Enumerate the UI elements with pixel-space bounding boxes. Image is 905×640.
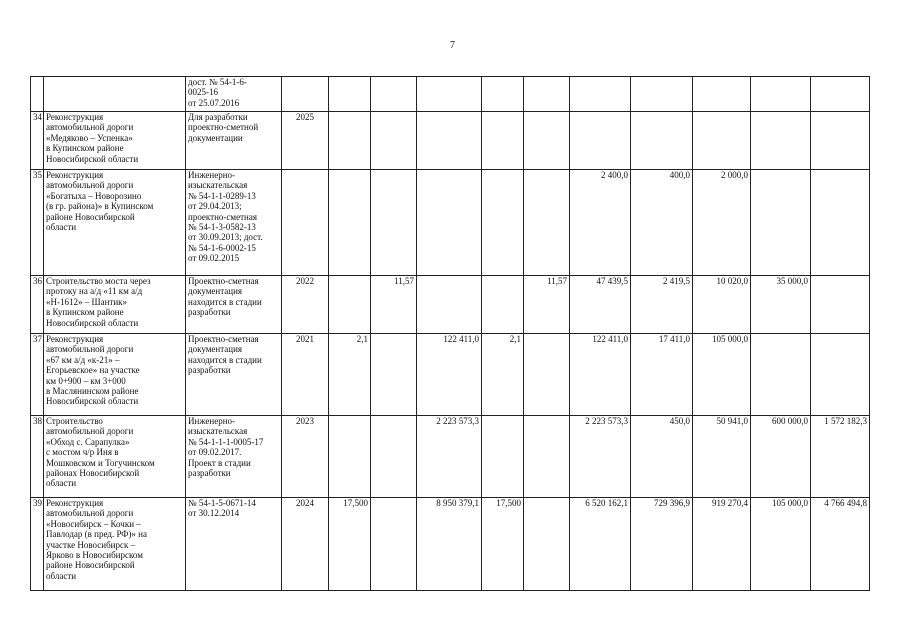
table-row	[31, 170, 870, 276]
cell-col14: 4 766 494,8	[811, 498, 870, 591]
cell-col9	[524, 416, 570, 498]
row-number: 38	[31, 416, 44, 498]
cell-col5: 17,500	[329, 498, 371, 591]
cell-col13: 35 000,0	[751, 276, 811, 334]
cell-col13: 105 000,0	[751, 498, 811, 591]
design-documentation: Инженерно- изыскательская № 54-1-1-1-0005-17 от 09.02.2017. Проект в стадии разработки	[186, 416, 282, 498]
cell-col10: 2 400,0	[570, 170, 631, 276]
design-documentation: № 54-1-5-0671-14 от 30.12.2014	[186, 498, 282, 591]
cell-col11: 729 396,9	[631, 498, 693, 591]
cell-col6	[371, 170, 417, 276]
cell-col5	[329, 416, 371, 498]
cell-col11	[631, 112, 693, 170]
design-documentation: Для разработки проектно-сметной документации	[186, 112, 282, 170]
cell-col12: 10 020,0	[693, 276, 751, 334]
cell-col10: 122 411,0	[570, 334, 631, 416]
cell-col14	[811, 77, 870, 112]
cell-col13	[751, 77, 811, 112]
commissioning-year: 2025	[282, 112, 329, 170]
object-name	[44, 77, 186, 112]
cell-col9	[524, 170, 570, 276]
cell-col8	[482, 416, 524, 498]
cell-col12: 105 000,0	[693, 334, 751, 416]
row-number	[31, 77, 44, 112]
cell-col11: 400,0	[631, 170, 693, 276]
cell-col13	[751, 170, 811, 276]
cell-col5: 2,1	[329, 334, 371, 416]
cell-col12	[693, 77, 751, 112]
cell-col5	[329, 77, 371, 112]
cell-col9	[524, 334, 570, 416]
cell-col11: 450,0	[631, 416, 693, 498]
cell-col7	[417, 77, 482, 112]
cell-col12: 50 941,0	[693, 416, 751, 498]
commissioning-year	[282, 77, 329, 112]
commissioning-year: 2024	[282, 498, 329, 591]
object-name: Строительство моста через протоку на а/д «11 км а/д «Н-1612» – Шантик» в Купинском районе Новосибирской области	[44, 276, 186, 334]
page-number: 7	[450, 40, 455, 51]
cell-col8	[482, 170, 524, 276]
cell-col10	[570, 77, 631, 112]
row-number: 39	[31, 498, 44, 591]
cell-col6	[371, 77, 417, 112]
cell-col8	[482, 276, 524, 334]
object-name: Реконструкция автомобильной дороги «Новосибирск – Кочки – Павлодар (в пред. РФ)» на участке Новосибирск – Ярково в Новосибирском районе Новосибирской области	[44, 498, 186, 591]
cell-col5	[329, 170, 371, 276]
table-row	[31, 416, 870, 498]
cell-col14	[811, 170, 870, 276]
cell-col7: 8 950 379,1	[417, 498, 482, 591]
object-name: Реконструкция автомобильной дороги «Медяково – Успенка» в Купинском районе Новосибирской области	[44, 112, 186, 170]
commissioning-year: 2023	[282, 416, 329, 498]
cell-col10: 2 223 573,3	[570, 416, 631, 498]
cell-col6: 11,57	[371, 276, 417, 334]
cell-col8: 2,1	[482, 334, 524, 416]
cell-col5	[329, 276, 371, 334]
cell-col13	[751, 112, 811, 170]
roads-program-table	[30, 76, 870, 591]
cell-col6	[371, 498, 417, 591]
cell-col7: 122 411,0	[417, 334, 482, 416]
cell-col8	[482, 77, 524, 112]
row-number: 35	[31, 170, 44, 276]
cell-col10: 6 520 162,1	[570, 498, 631, 591]
cell-col7: 2 223 573,3	[417, 416, 482, 498]
object-name: Реконструкция автомобильной дороги «67 км а/д «к-21» – Егорьевское» на участке км 0+900 – км 3+000 в Маслянинском районе Новосибирской области	[44, 334, 186, 416]
cell-col13	[751, 334, 811, 416]
cell-col12: 2 000,0	[693, 170, 751, 276]
cell-col6	[371, 334, 417, 416]
commissioning-year: 2021	[282, 334, 329, 416]
cell-col14	[811, 334, 870, 416]
cell-col14: 1 572 182,3	[811, 416, 870, 498]
cell-col9: 11,57	[524, 276, 570, 334]
table-row	[31, 498, 870, 591]
cell-col9	[524, 112, 570, 170]
cell-col14	[811, 112, 870, 170]
cell-col6	[371, 416, 417, 498]
row-number: 36	[31, 276, 44, 334]
cell-col6	[371, 112, 417, 170]
design-documentation: Инженерно- изыскательская № 54-1-1-0289-13 от 29.04.2013; проектно-сметная № 54-1-3-0582-13 от 30.09.2013; дост. № 54-1-6-0002-15 от 09.02.2015	[186, 170, 282, 276]
cell-col9	[524, 498, 570, 591]
table-row	[31, 77, 870, 112]
cell-col10	[570, 112, 631, 170]
cell-col7	[417, 170, 482, 276]
design-documentation: дост. № 54-1-6- 0025-16 от 25.07.2016	[186, 77, 282, 112]
cell-col11: 17 411,0	[631, 334, 693, 416]
cell-col13: 600 000,0	[751, 416, 811, 498]
table-row	[31, 334, 870, 416]
row-number: 37	[31, 334, 44, 416]
cell-col8	[482, 112, 524, 170]
object-name: Строительство автомобильной дороги «Обход с. Сарапулка» с мостом ч/р Иня в Мошковском и Тогучинском районах Новосибирской области	[44, 416, 186, 498]
cell-col10: 47 439,5	[570, 276, 631, 334]
commissioning-year: 2022	[282, 276, 329, 334]
cell-col12: 919 270,4	[693, 498, 751, 591]
design-documentation: Проектно-сметная документация находится в стадии разработки	[186, 276, 282, 334]
cell-col7	[417, 276, 482, 334]
cell-col14	[811, 276, 870, 334]
object-name: Реконструкция автомобильной дороги «Богатыха – Новорозино (в гр. района)» в Купинском районе Новосибирской области	[44, 170, 186, 276]
row-number: 34	[31, 112, 44, 170]
table-row	[31, 276, 870, 334]
cell-col11	[631, 77, 693, 112]
cell-col7	[417, 112, 482, 170]
commissioning-year	[282, 170, 329, 276]
cell-col8: 17,500	[482, 498, 524, 591]
cell-col9	[524, 77, 570, 112]
design-documentation: Проектно-сметная документация находится в стадии разработки	[186, 334, 282, 416]
table-row	[31, 112, 870, 170]
cell-col11: 2 419,5	[631, 276, 693, 334]
cell-col5	[329, 112, 371, 170]
cell-col12	[693, 112, 751, 170]
